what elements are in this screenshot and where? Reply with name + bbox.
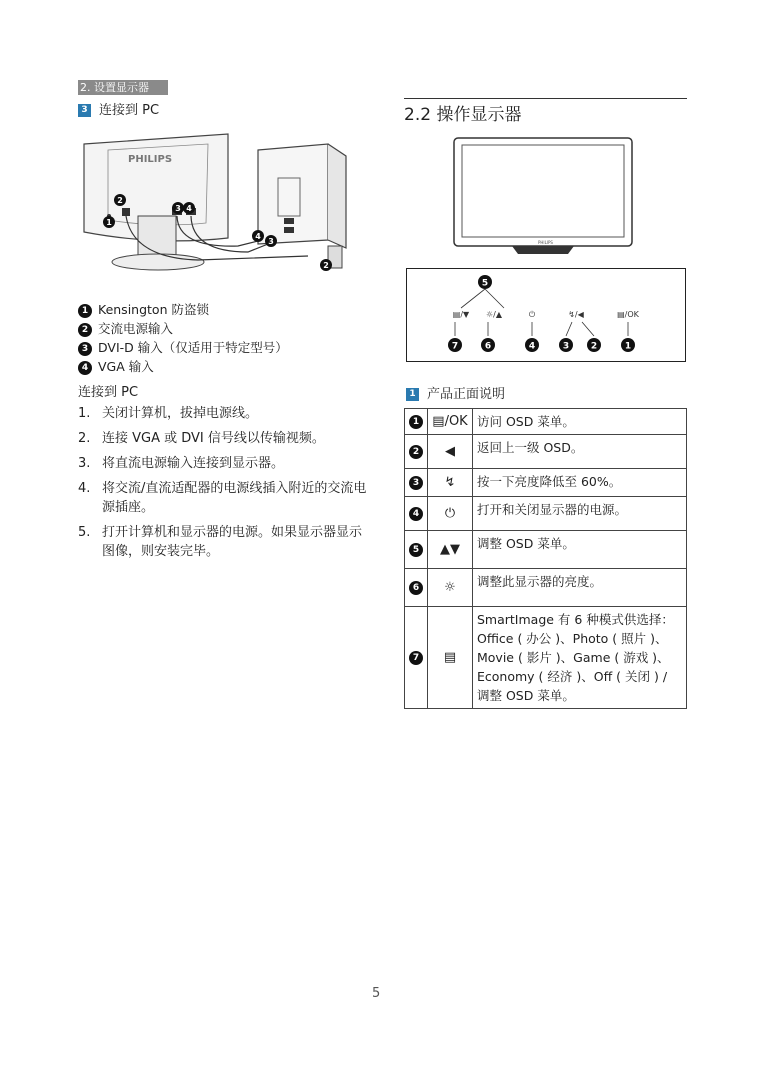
row-description: 调整 OSD 菜单。 [473, 531, 687, 569]
legend-item [78, 319, 288, 338]
callout-3-text: 3 [175, 204, 181, 213]
panel-callout-5-text: 5 [481, 278, 489, 289]
button-panel-callouts [406, 268, 686, 362]
step-number: 2. [78, 431, 91, 446]
connect-heading [78, 99, 159, 118]
svg-text:3: 3 [268, 237, 274, 246]
panel-callout-4: 4 [528, 341, 536, 352]
row-number: 7 [409, 651, 423, 665]
step-text: 打开计算机和显示器的电源。如果显示器显示图像，则安装完毕。 [102, 525, 363, 559]
row-description: 返回上一级 OSD。 [473, 435, 687, 469]
panel-label-back: ↯/◀ [568, 310, 584, 319]
svg-text:4: 4 [255, 232, 261, 241]
panel-label-ok: ▤/OK [617, 310, 639, 319]
monitor-stand-base [112, 254, 204, 270]
list-item [78, 404, 368, 423]
front-brand-label: PHILIPS [538, 240, 553, 245]
panel-callout-7: 7 [451, 341, 459, 352]
list-item [78, 523, 368, 561]
callout-4-text: 4 [186, 204, 192, 213]
row-description: SmartImage 有 6 种模式供选择： Office ( 办公 )、Photo ( 照片 )、Movie ( 影片 )、Game ( 游戏 )、Economy ( 经济 )、Off ( 关闭 ) / 调整 OSD 菜单。 [473, 607, 687, 709]
row-number: 5 [409, 543, 423, 557]
connect-number-badge: 3 [78, 104, 91, 117]
step-text: 将交流/直流适配器的电源线插入附近的交流电源插座。 [102, 481, 367, 515]
legend-item [78, 357, 288, 376]
monitor-stand-neck [138, 216, 176, 258]
svg-text:2: 2 [323, 261, 329, 270]
step-text: 连接 VGA 或 DVI 信号线以传输视频。 [102, 431, 325, 446]
panel-callout-6: 6 [484, 341, 492, 352]
rear-brand-label: PHILIPS [128, 154, 173, 165]
panel-callout-2: 2 [590, 341, 598, 352]
legend-text: 交流电源输入 [98, 321, 174, 336]
front-number-badge: 1 [406, 388, 419, 401]
steps-title: 连接到 PC [78, 385, 139, 400]
list-item [78, 479, 368, 517]
step-text: 关闭计算机，拔掉电源线。 [102, 406, 259, 421]
menu-ok-icon: ▤/OK [428, 409, 473, 435]
row-description: 调整此显示器的亮度。 [473, 569, 687, 607]
brightness-icon: ☼ [428, 569, 473, 607]
row-description: 按一下亮度降低至 60%。 [473, 469, 687, 497]
legend-text: DVI-D 输入（仅适用于特定型号） [98, 340, 288, 355]
monitor-screen [462, 145, 624, 237]
row-number: 2 [409, 445, 423, 459]
legend-number: 3 [78, 342, 92, 356]
steps-list [78, 404, 368, 567]
heading-rule [404, 98, 687, 99]
ac-port [122, 208, 130, 216]
panel-callout-3: 3 [562, 341, 570, 352]
step-number: 1. [78, 406, 91, 421]
row-number: 4 [409, 507, 423, 521]
row-description: 访问 OSD 菜单。 [473, 409, 687, 435]
table-row [405, 435, 687, 469]
step-text: 将直流电源输入连接到显示器。 [102, 456, 285, 471]
port-legend [78, 300, 288, 376]
section-tag: 2. 设置显示器 [78, 80, 168, 95]
table-row [405, 531, 687, 569]
front-controls-heading [406, 383, 505, 402]
back-arrow-icon: ◀ [428, 435, 473, 469]
lowblue-icon: ↯ [428, 469, 473, 497]
panel-label-smartimage: ▤/▼ [452, 310, 470, 319]
smartimage-icon: ▤ [428, 607, 473, 709]
rear-connection-diagram [78, 128, 363, 288]
connect-title: 连接到 PC [99, 103, 160, 118]
legend-number: 1 [78, 304, 92, 318]
legend-text: VGA 输入 [98, 359, 154, 374]
front-controls-table [404, 408, 687, 709]
table-row [405, 607, 687, 709]
panel-label-brightness: ☼/▲ [485, 310, 503, 319]
up-down-icon: ▲▼ [428, 531, 473, 569]
list-item [78, 429, 368, 448]
table-row [405, 409, 687, 435]
table-row [405, 497, 687, 531]
step-number: 4. [78, 481, 91, 496]
front-controls-title: 产品正面说明 [427, 387, 506, 402]
legend-text: Kensington 防盗锁 [98, 302, 209, 317]
row-number: 1 [409, 415, 423, 429]
panel-label-power: ⏻ [528, 310, 536, 319]
legend-number: 2 [78, 323, 92, 337]
table-row [405, 469, 687, 497]
page-number: 5 [372, 986, 381, 1001]
monitor-front-illustration [452, 136, 634, 256]
row-description: 打开和关闭显示器的电源。 [473, 497, 687, 531]
step-number: 5. [78, 525, 91, 540]
legend-number: 4 [78, 361, 92, 375]
panel-callout-1: 1 [624, 341, 632, 352]
power-icon: ⏻ [428, 497, 473, 531]
legend-item [78, 338, 288, 357]
monitor-stand-front [512, 246, 574, 254]
callout-1-text: 1 [106, 218, 112, 227]
list-item [78, 454, 368, 473]
row-number: 3 [409, 476, 423, 490]
table-row [405, 569, 687, 607]
callout-2-text: 2 [117, 196, 123, 205]
legend-item [78, 300, 288, 319]
row-number: 6 [409, 581, 423, 595]
page-title: 2.2 操作显示器 [404, 105, 522, 125]
step-number: 3. [78, 456, 91, 471]
